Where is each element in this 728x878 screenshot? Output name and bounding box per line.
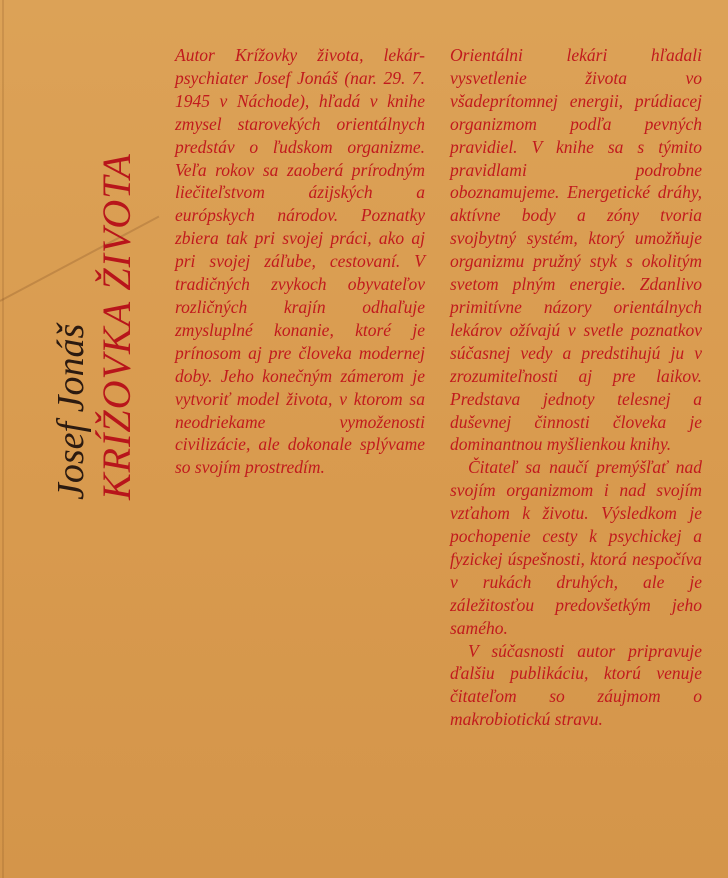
author-name: Josef Jonáš [50,323,92,500]
left-text-column [175,44,425,479]
description-paragraph-1: Orientálni lekári hľadali vysvetlenie života vo všadeprítomnej energii, prúdiacej organizmom podľa pevných pravidiel. V knihe sa s týmito pravidlami podrobne oboznamujeme. Energetické dráhy, aktívne body a zóny tvoria svojbytný systém, ktorý umožňuje organizmu pružný styk s okolitým svetom plným energie. Zdanlivo primitívne názory orientálnych lekárov ožívajú v svetle poznatkov súčasnej vedy a predstihujú ju v zrozumiteľnosti aj pre laikov. Predstava jednoty telesnej a duševnej činnosti človeka je dominantnou myšlienkou knihy. [450,45,702,455]
author-bio-paragraph: Autor Krížovky života, lekár-psychiater Josef Jonáš (nar. 29. 7. 1945 v Náchode), hľadá v knihe zmysel starovekých orientálnych predstáv o ľudskom organizme. Veľa rokov sa zaoberá prírodným liečiteľstvom ázijských a európskych národov. Poznatky zbiera tak pri svojej práci, ako aj pri svojej záľube, cestovaní. V tradičných zvykoch obyvateľov rozličných krajín odhaľuje zmysluplné konanie, ktoré je prínosom aj pre človeka modernej doby. Jeho konečným zámerom je vytvoriť model života, v ktorom sa neodriekame vymoženosti civilizácie, ale dokonale splývame so svojím prostredím. [175,45,425,478]
description-paragraph-3: V súčasnosti autor pripravuje ďalšiu publikáciu, ktorú venuje čitateľom so záujmom o makrobiotickú stravu. [450,640,702,730]
right-text-column [450,44,702,731]
vertical-title-block [40,40,150,500]
spine-fold [2,0,4,878]
description-paragraph-2: Čitateľ sa naučí premýšľať nad svojím organizmom i nad svojím vzťahom k životu. Výsledkom je pochopenie cesty k psychickej a fyzickej úspešnosti, ktorá nespočíva v rukách druhých, ale je záležitosťou predovšetkým jeho samého. [450,457,702,638]
book-title: KRÍŽOVKA ŽIVOTA [94,153,139,500]
